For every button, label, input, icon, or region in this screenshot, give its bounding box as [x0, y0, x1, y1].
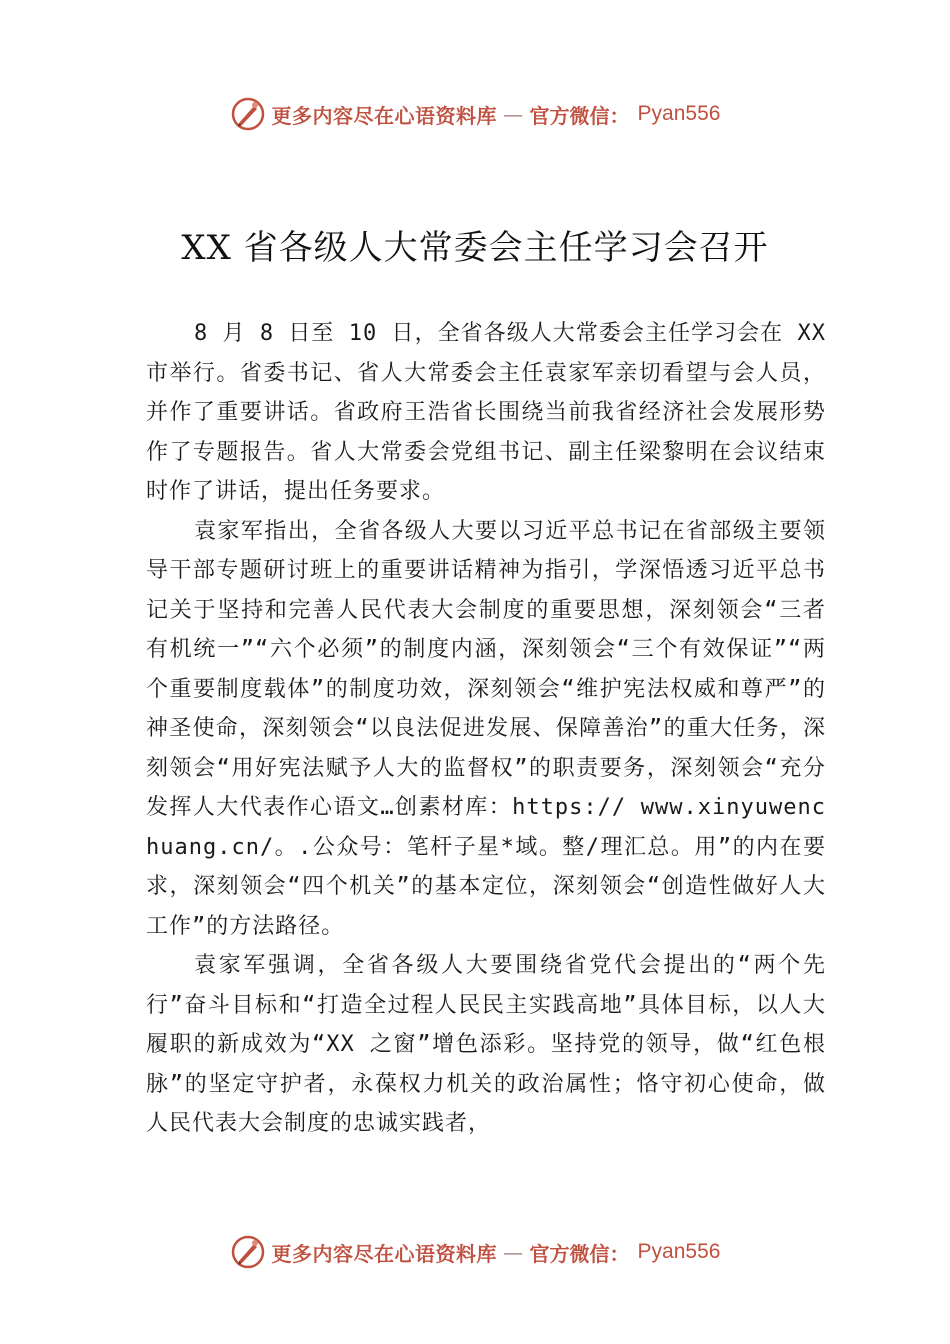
banner-sub: 官方微信：: [529, 103, 630, 128]
banner-wechat-id: Pyan556: [637, 1240, 721, 1263]
banner-dash: —: [503, 1240, 524, 1264]
footer-banner: [0, 1230, 950, 1274]
banner-wechat-id: Pyan556: [637, 102, 721, 125]
paragraph: 袁家军强调，全省各级人大要围绕省党代会提出的“两个先行”奋斗目标和“打造全过程人民民主实践高地”具体目标，以人大履职的新成效为“XX 之窗”增色添彩。坚持党的领导，做“红色根脉”的坚定守护者，永葆权力机关的政治属性；恪守初心使命，做人民代表大会制度的忠诚实践者，: [146, 953, 826, 1136]
banner-sub: 官方微信：: [529, 1241, 630, 1266]
pen-logo-icon: [230, 1234, 266, 1270]
header-banner: [0, 92, 950, 136]
banner-text: 更多内容尽在心语资料库: [271, 103, 498, 128]
paragraph: 8 月 8 日至 10 日，全省各级人大常委会主任学习会在 XX 市举行。省委书记、省人大常委会主任袁家军亲切看望与会人员，并作了重要讲话。省政府王浩省长围绕当前我省经济社会发展形势作了专题报告。省人大常委会党组书记、副主任梁黎明在会议结束时作了讲话，提出任务要求。: [146, 321, 826, 504]
paragraph: 袁家军指出，全省各级人大要以习近平总书记在省部级主要领导干部专题研讨班上的重要讲话精神为指引，学深悟透习近平总书记关于坚持和完善人民代表大会制度的重要思想，深刻领会“三者有机统一”“六个必须”的制度内涵，深刻领会“三个有效保证”“两个重要制度载体”的制度功效，深刻领会“维护宪法权威和尊严”的神圣使命，深刻领会“以良法促进发展、保障善治”的重大任务，深刻领会“用好宪法赋予人大的监督权”的职责要务，深刻领会“充分发挥人大代表作心语文…创素材库：https:// www.xinyuwenchuang.cn/。.公众号：笔杆子星*域。整/理汇总。用”的内在要求，深刻领会“四个机关”的基本定位，深刻领会“创造性做好人大工作”的方法路径。: [146, 518, 826, 939]
document-body: [146, 314, 826, 1144]
pen-logo-icon: [230, 96, 266, 132]
document-title: XX 省各级人大常委会主任学习会召开: [181, 228, 769, 268]
banner-text: 更多内容尽在心语资料库: [271, 1241, 498, 1266]
banner-dash: —: [503, 102, 524, 126]
